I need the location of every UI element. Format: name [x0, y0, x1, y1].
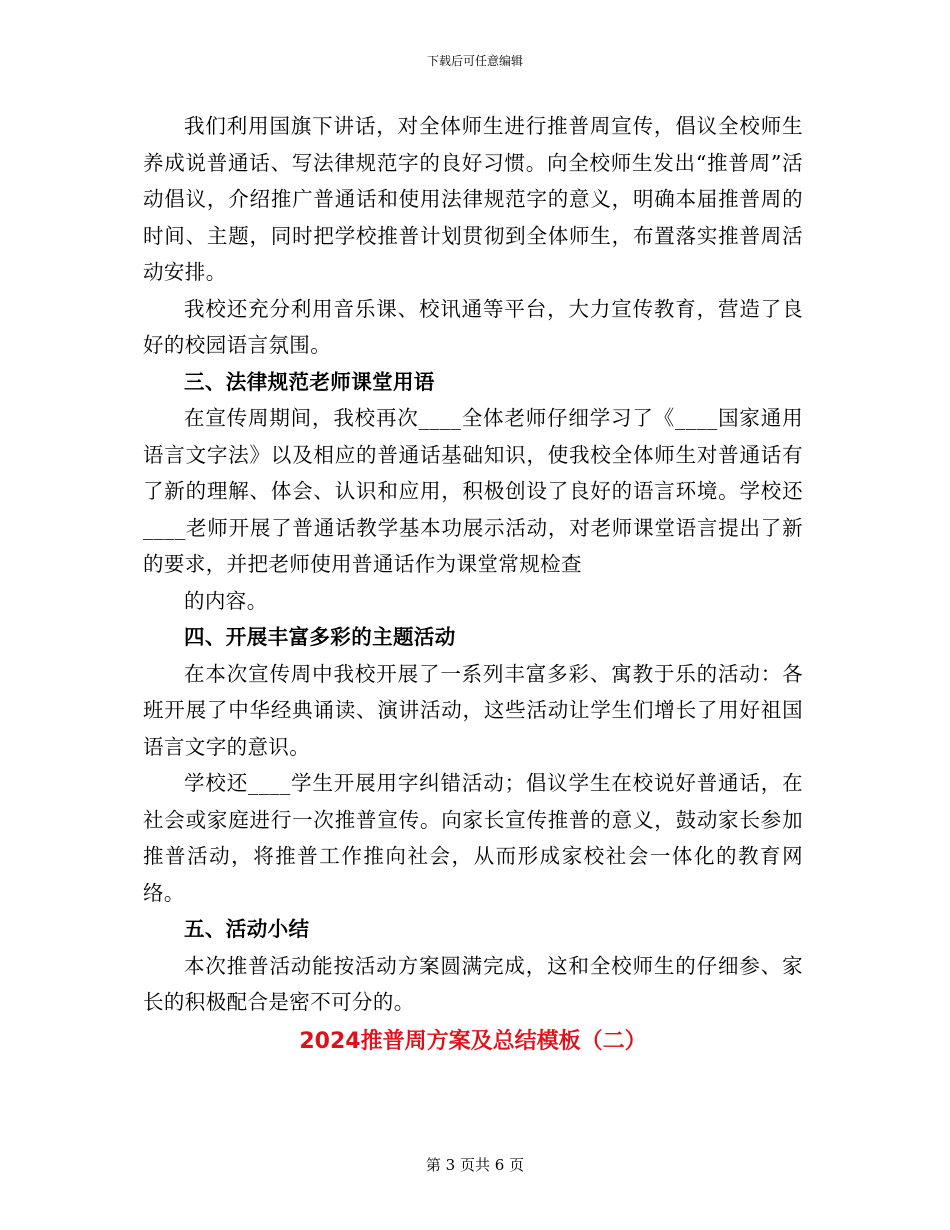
section-heading-3: 三、法律规范老师课堂用语: [184, 369, 435, 394]
paragraph-teacher-language-continued: 的内容。: [184, 588, 268, 613]
page-number: 第 3 页共 6 页: [425, 1156, 525, 1174]
paragraph-platforms: 我校还充分利用音乐课、校讯通等平台，大力宣传教育，营造了良好的校园语言氛围。: [143, 296, 803, 357]
document-body: [143, 108, 803, 1061]
paragraph-flag-speech: 我们利用国旗下讲话，对全体师生进行推普周宣传，倡议全校师生养成说普通话、写法律规范字的良好习惯。向全校师生发出“推普周”活动倡议，介绍推广普通话和使用法律规范字的意义，明确本届推普周的时间、主题，同时把学校推普计划贯彻到全体师生，布置落实推普周活动安排。: [143, 114, 803, 284]
paragraph-teacher-language: 在宣传周期间，我校再次____全体老师仔细学习了《____国家通用语言文字法》以及相应的普通话基础知识，使我校全体师生对普通话有了新的理解、体会、认识和应用，积极创设了良好的语言环境。学校还____老师开展了普通话教学基本功展示活动，对老师课堂语言提出了新的要求，并把老师使用普通话作为课堂常规检查: [143, 406, 803, 576]
paragraph-summary: 本次推普活动能按活动方案圆满完成，这和全校师生的仔细参、家长的积极配合是密不可分的。: [143, 953, 803, 1014]
section-heading-4: 四、开展丰富多彩的主题活动: [184, 625, 456, 649]
paragraph-activities: 在本次宣传周中我校开展了一系列丰富多彩、寓教于乐的活动：各班开展了中华经典诵读、演讲活动，这些活动让学生们增长了用好祖国语言文字的意识。: [143, 661, 803, 759]
paragraph-error-correction: 学校还____学生开展用字纠错活动；倡议学生在校说好普通话，在社会或家庭进行一次推普宣传。向家长宣传推普的意义，鼓动家长参加推普活动，将推普工作推向社会，从而形成家校社会一体化的教育网络。: [143, 771, 803, 905]
page-header: 下载后可任意编辑: [426, 54, 523, 68]
section-heading-5: 五、活动小结: [184, 917, 310, 941]
section-title: 2024推普周方案及总结模板（二）: [299, 1028, 647, 1054]
